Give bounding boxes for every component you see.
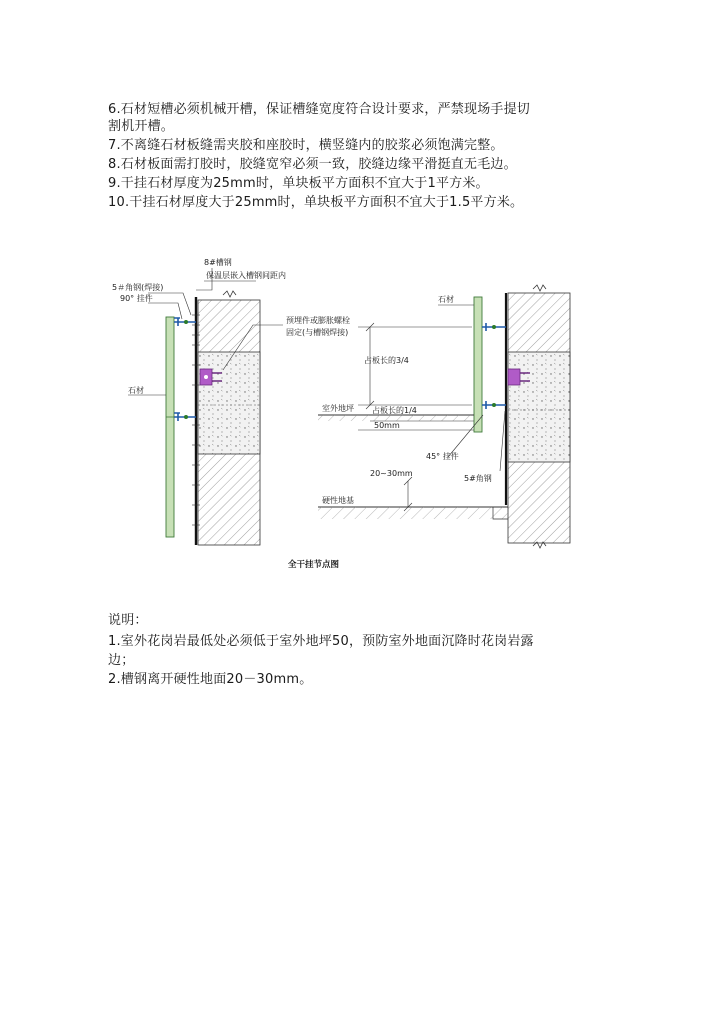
left-concrete-beam [198,352,260,454]
right-concrete-beam [508,352,570,462]
label-45-hanger: 45° 挂件 [426,452,459,461]
left-stone-panel [166,317,174,537]
label-angle-steel-welded: 5＃角钢(焊接) [112,283,164,292]
explanation-heading: 说明： [108,613,148,628]
explanation-line-2: 边； [108,653,135,668]
figure-caption: 全干挂节点图 [288,560,340,570]
left-hanger-mid [174,413,196,421]
label-one-quarter: 占板长的1/4 [372,406,417,415]
label-embedded-2: 固定(与槽钢焊接) [286,328,349,337]
note-line-5: 9.干挂石材厚度为25mm时，单块板平方面积不宜大于1平方米。 [108,176,489,191]
right-stone-panel [474,297,482,432]
note-line-3: 7.不离缝石材板缝需夹胶和座胶时，横竖缝内的胶浆必须饱满完整。 [108,138,504,153]
note-line-2: 割机开槽。 [108,119,175,134]
note-line-1: 6.石材短槽必须机械开槽，保证槽缝宽度符合设计要求，严禁现场手提切 [108,102,531,117]
label-90-hanger: 90° 挂件 [120,294,153,303]
explanation-line-3: 2.槽钢离开硬性地面20－30mm。 [108,672,313,687]
label-gap-20-30: 20~30mm [370,469,413,478]
left-detail [112,257,350,545]
right-hanger-top [482,323,506,331]
label-embedded-1: 预埋件或膨胀螺栓 [286,316,350,325]
label-insulation-note: 保温层嵌入槽钢间距内 [206,271,286,280]
note-line-6: 10.干挂石材厚度大于25mm时，单块板平方面积不宜大于1.5平方米。 [108,195,524,210]
explanation-line-1: 1.室外花岗岩最低处必须低于室外地坪50，预防室外地面沉降时花岗岩露 [108,634,534,649]
label-channel-steel: 8#槽钢 [204,258,232,267]
note-line-4: 8.石材板面需打胶时，胶缝宽窄必须一致，胶缝边缘平滑挺直无毛边。 [108,157,517,172]
label-right-angle-steel: 5#角钢 [464,474,492,483]
label-left-stone: 石材 [128,386,144,395]
label-dim-50mm: 50mm [374,421,400,430]
label-right-stone: 石材 [438,295,454,304]
label-outdoor-ground: 室外地坪 [322,404,354,413]
label-hard-base: 硬性地基 [322,496,354,505]
right-hanger-bottom [482,401,506,409]
dry-hanging-node-diagram [108,245,612,580]
label-three-quarter: 占板长的3/4 [364,356,409,365]
right-detail [318,285,570,548]
